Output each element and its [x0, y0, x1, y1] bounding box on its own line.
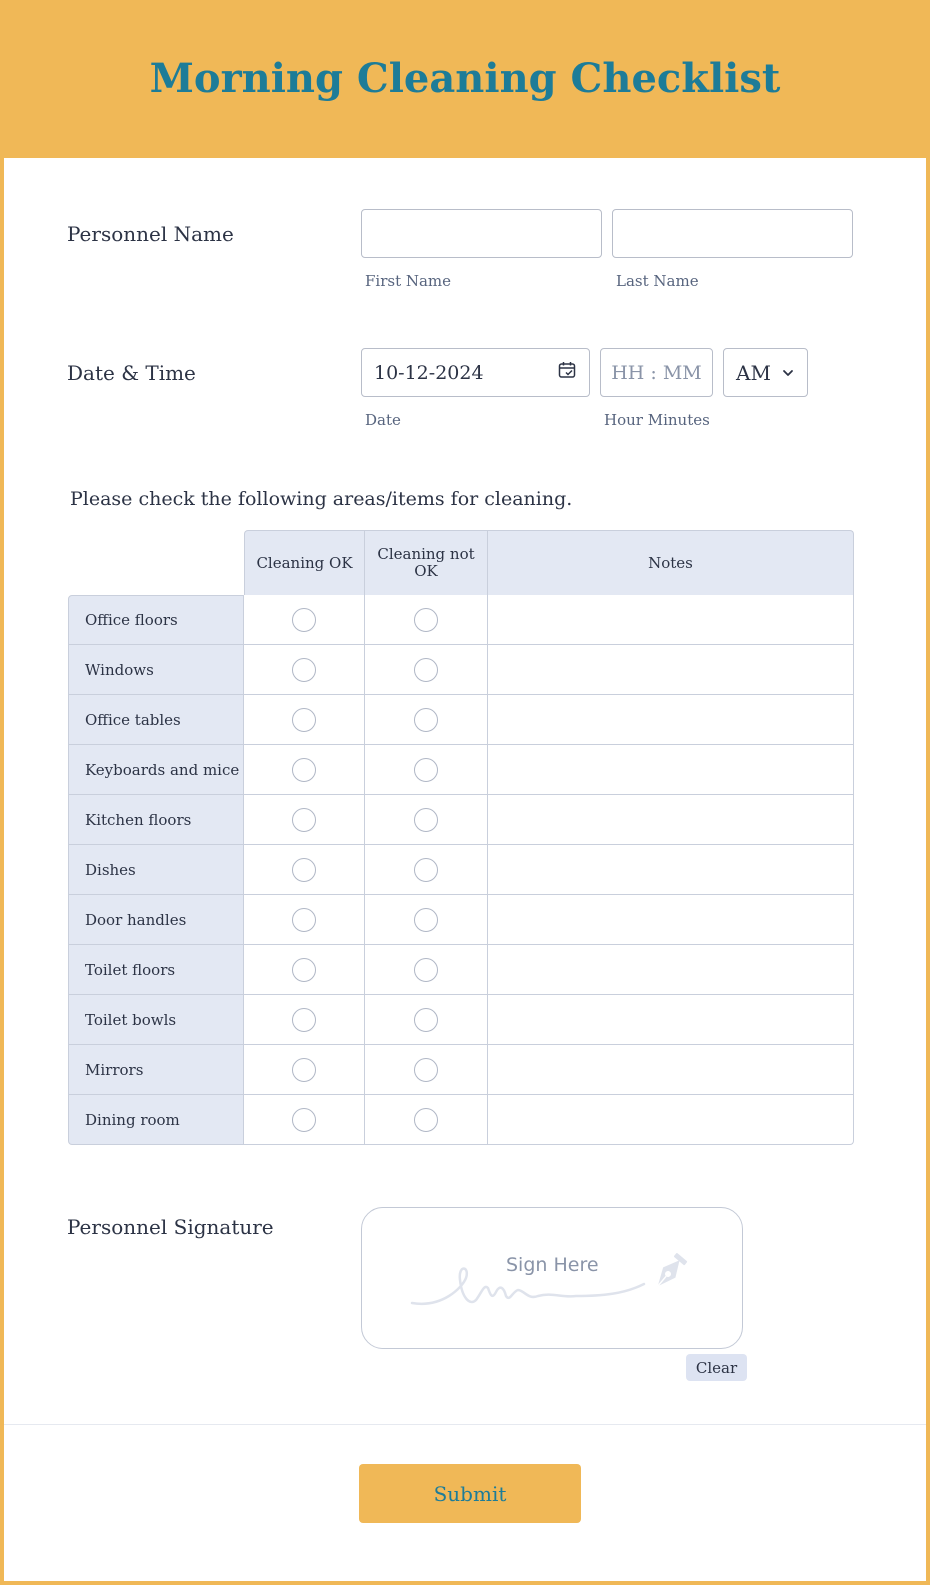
cleaning-ok-radio[interactable] — [292, 1108, 316, 1132]
matrix-corner — [68, 530, 244, 595]
cleaning-ok-radio[interactable] — [292, 858, 316, 882]
cleaning-ok-cell — [244, 1095, 365, 1145]
notes-input[interactable] — [488, 995, 854, 1045]
cleaning-not-ok-radio[interactable] — [414, 908, 438, 932]
row-label: Keyboards and mice — [68, 745, 244, 795]
table-row — [68, 1095, 854, 1145]
pen-nib-icon — [646, 1252, 690, 1300]
row-label: Toilet bowls — [68, 995, 244, 1045]
signature-label: Personnel Signature — [67, 1215, 274, 1239]
cleaning-matrix — [68, 530, 854, 1145]
table-row — [68, 1045, 854, 1095]
row-label: Office floors — [68, 595, 244, 645]
table-row — [68, 795, 854, 845]
matrix-body — [68, 595, 854, 1145]
ampm-select[interactable] — [723, 348, 808, 397]
table-row — [68, 645, 854, 695]
notes-input[interactable] — [488, 1045, 854, 1095]
personnel-name-label: Personnel Name — [67, 222, 234, 246]
cleaning-not-ok-radio[interactable] — [414, 1008, 438, 1032]
row-label: Door handles — [68, 895, 244, 945]
table-row — [68, 895, 854, 945]
row-label: Mirrors — [68, 1045, 244, 1095]
cleaning-not-ok-cell — [365, 1045, 488, 1095]
cleaning-not-ok-radio[interactable] — [414, 1108, 438, 1132]
cleaning-not-ok-radio[interactable] — [414, 758, 438, 782]
cleaning-ok-cell — [244, 645, 365, 695]
clear-signature-button[interactable]: Clear — [686, 1354, 747, 1381]
cleaning-ok-radio[interactable] — [292, 908, 316, 932]
time-sublabel: Hour Minutes — [604, 411, 710, 429]
footer-divider — [4, 1424, 926, 1425]
signature-placeholder: Sign Here — [506, 1254, 599, 1276]
table-row — [68, 995, 854, 1045]
first-name-input[interactable] — [361, 209, 602, 258]
table-row — [68, 845, 854, 895]
notes-input[interactable] — [488, 945, 854, 995]
time-input[interactable] — [600, 348, 713, 397]
cleaning-not-ok-radio[interactable] — [414, 658, 438, 682]
table-row — [68, 595, 854, 645]
row-label: Office tables — [68, 695, 244, 745]
cleaning-ok-radio[interactable] — [292, 708, 316, 732]
cleaning-not-ok-radio[interactable] — [414, 958, 438, 982]
date-value: 10-12-2024 — [374, 361, 484, 384]
cleaning-ok-radio[interactable] — [292, 608, 316, 632]
table-row — [68, 945, 854, 995]
calendar-icon[interactable] — [557, 360, 577, 385]
column-header: Cleaning OK — [244, 530, 365, 595]
notes-input[interactable] — [488, 895, 854, 945]
notes-input[interactable] — [488, 645, 854, 695]
row-label: Dishes — [68, 845, 244, 895]
chevron-down-icon — [781, 361, 795, 385]
cleaning-ok-radio[interactable] — [292, 658, 316, 682]
cleaning-not-ok-radio[interactable] — [414, 708, 438, 732]
row-label: Dining room — [68, 1095, 244, 1145]
time-placeholder: HH : MM — [611, 361, 702, 384]
last-name-input[interactable] — [612, 209, 853, 258]
cleaning-ok-cell — [244, 945, 365, 995]
cleaning-not-ok-cell — [365, 595, 488, 645]
cleaning-not-ok-cell — [365, 895, 488, 945]
cleaning-ok-cell — [244, 745, 365, 795]
row-label: Toilet floors — [68, 945, 244, 995]
cleaning-not-ok-cell — [365, 945, 488, 995]
cleaning-not-ok-radio[interactable] — [414, 808, 438, 832]
notes-input[interactable] — [488, 795, 854, 845]
notes-input[interactable] — [488, 695, 854, 745]
cleaning-not-ok-cell — [365, 745, 488, 795]
cleaning-ok-radio[interactable] — [292, 958, 316, 982]
form-header — [4, 4, 926, 158]
row-label: Windows — [68, 645, 244, 695]
cleaning-not-ok-radio[interactable] — [414, 1058, 438, 1082]
cleaning-not-ok-cell — [365, 845, 488, 895]
cleaning-not-ok-cell — [365, 795, 488, 845]
cleaning-not-ok-cell — [365, 695, 488, 745]
notes-input[interactable] — [488, 845, 854, 895]
cleaning-ok-radio[interactable] — [292, 1058, 316, 1082]
first-name-sublabel: First Name — [365, 272, 452, 290]
notes-input[interactable] — [488, 1095, 854, 1145]
row-label: Kitchen floors — [68, 795, 244, 845]
date-time-label: Date & Time — [67, 361, 196, 385]
cleaning-not-ok-cell — [365, 995, 488, 1045]
cleaning-ok-cell — [244, 895, 365, 945]
cleaning-not-ok-radio[interactable] — [414, 608, 438, 632]
signature-pad[interactable] — [361, 1207, 743, 1349]
date-sublabel: Date — [365, 411, 401, 429]
notes-input[interactable] — [488, 595, 854, 645]
cleaning-ok-cell — [244, 695, 365, 745]
cleaning-ok-cell — [244, 845, 365, 895]
cleaning-not-ok-radio[interactable] — [414, 858, 438, 882]
cleaning-ok-cell — [244, 1045, 365, 1095]
form-title: Morning Cleaning Checklist — [149, 54, 781, 102]
ampm-value: AM — [736, 360, 771, 385]
table-row — [68, 745, 854, 795]
cleaning-not-ok-cell — [365, 645, 488, 695]
date-input[interactable] — [361, 348, 590, 397]
cleaning-ok-radio[interactable] — [292, 808, 316, 832]
table-row — [68, 695, 854, 745]
cleaning-not-ok-cell — [365, 1095, 488, 1145]
notes-input[interactable] — [488, 745, 854, 795]
column-header: Cleaning not OK — [365, 530, 488, 595]
cleaning-ok-cell — [244, 595, 365, 645]
cleaning-ok-radio[interactable] — [292, 1008, 316, 1032]
cleaning-ok-cell — [244, 795, 365, 845]
column-header: Notes — [488, 530, 854, 595]
last-name-sublabel: Last Name — [616, 272, 699, 290]
checklist-instructions: Please check the following areas/items for cleaning. — [70, 488, 573, 510]
cleaning-ok-radio[interactable] — [292, 758, 316, 782]
submit-button[interactable]: Submit — [359, 1464, 581, 1523]
cleaning-ok-cell — [244, 995, 365, 1045]
